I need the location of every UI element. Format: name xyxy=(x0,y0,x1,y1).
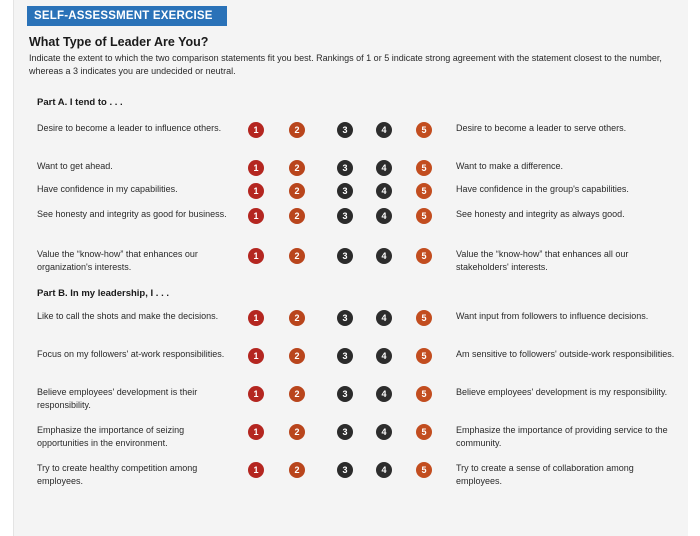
statement-right: Am sensitive to followers' outside-work responsibilities. xyxy=(456,349,675,359)
instructions-text: Indicate the extent to which the two comparison statements fit you best. Rankings of 1 or 5 indicate strong agreement with the statement closest to the number, whereas a 3 indicates you are undecided or neutral. xyxy=(29,53,662,76)
rating-3-button[interactable]: 3 xyxy=(337,183,353,199)
statement-left: Focus on my followers' at-work responsibilities. xyxy=(37,349,225,359)
rating-2-button[interactable]: 2 xyxy=(289,386,305,402)
rating-4-button[interactable]: 4 xyxy=(376,462,392,478)
rating-1-button[interactable]: 1 xyxy=(248,462,264,478)
rating-4-button[interactable]: 4 xyxy=(376,386,392,402)
statement-right: Emphasize the importance of providing service to the community. xyxy=(456,425,668,448)
rating-1-button[interactable]: 1 xyxy=(248,386,264,402)
rating-3-button[interactable]: 3 xyxy=(337,208,353,224)
rating-2-button[interactable]: 2 xyxy=(289,208,305,224)
rating-5-button[interactable]: 5 xyxy=(416,160,432,176)
rating-4-button[interactable]: 4 xyxy=(376,310,392,326)
statement-right: Believe employees' development is my responsibility. xyxy=(456,387,668,397)
statement-left: Believe employees' development is their responsibility. xyxy=(37,387,198,410)
rating-2-button[interactable]: 2 xyxy=(289,310,305,326)
rating-3-button[interactable]: 3 xyxy=(337,248,353,264)
rating-4-button[interactable]: 4 xyxy=(376,348,392,364)
rating-4-button[interactable]: 4 xyxy=(376,424,392,440)
statement-left: Like to call the shots and make the decisions. xyxy=(37,311,219,321)
rating-3-button[interactable]: 3 xyxy=(337,160,353,176)
rating-3-button[interactable]: 3 xyxy=(337,348,353,364)
rating-5-button[interactable]: 5 xyxy=(416,208,432,224)
part-b-heading: Part B. In my leadership, I . . . xyxy=(37,288,169,299)
page-title: What Type of Leader Are You? xyxy=(29,35,209,49)
rating-2-button[interactable]: 2 xyxy=(289,122,305,138)
rating-3-button[interactable]: 3 xyxy=(337,310,353,326)
rating-1-button[interactable]: 1 xyxy=(248,348,264,364)
rating-5-button[interactable]: 5 xyxy=(416,348,432,364)
rating-5-button[interactable]: 5 xyxy=(416,310,432,326)
part-a-heading: Part A. I tend to . . . xyxy=(37,97,123,108)
rating-1-button[interactable]: 1 xyxy=(248,122,264,138)
statement-right: See honesty and integrity as always good. xyxy=(456,209,625,219)
statement-left: Try to create healthy competition among employees. xyxy=(37,463,198,486)
rating-1-button[interactable]: 1 xyxy=(248,310,264,326)
rating-4-button[interactable]: 4 xyxy=(376,160,392,176)
statement-left: Have confidence in my capabilities. xyxy=(37,184,178,194)
rating-2-button[interactable]: 2 xyxy=(289,462,305,478)
rating-3-button[interactable]: 3 xyxy=(337,386,353,402)
rating-5-button[interactable]: 5 xyxy=(416,248,432,264)
rating-3-button[interactable]: 3 xyxy=(337,424,353,440)
rating-4-button[interactable]: 4 xyxy=(376,248,392,264)
rating-2-button[interactable]: 2 xyxy=(289,248,305,264)
statement-left: Value the “know-how” that enhances our organization's interests. xyxy=(37,249,198,272)
rating-1-button[interactable]: 1 xyxy=(248,208,264,224)
rating-4-button[interactable]: 4 xyxy=(376,208,392,224)
rating-1-button[interactable]: 1 xyxy=(248,183,264,199)
rating-5-button[interactable]: 5 xyxy=(416,183,432,199)
rating-1-button[interactable]: 1 xyxy=(248,248,264,264)
statement-right: Value the “know-how” that enhances all our stakeholders' interests. xyxy=(456,249,629,272)
statement-right: Try to create a sense of collaboration among employees. xyxy=(456,463,634,486)
rating-5-button[interactable]: 5 xyxy=(416,424,432,440)
statement-right: Have confidence in the group's capabilities. xyxy=(456,184,629,194)
rating-3-button[interactable]: 3 xyxy=(337,122,353,138)
rating-4-button[interactable]: 4 xyxy=(376,122,392,138)
rating-4-button[interactable]: 4 xyxy=(376,183,392,199)
statement-left: Desire to become a leader to influence others. xyxy=(37,123,222,133)
statement-left: Want to get ahead. xyxy=(37,161,113,171)
rating-1-button[interactable]: 1 xyxy=(248,424,264,440)
statement-left: See honesty and integrity as good for business. xyxy=(37,209,227,219)
statement-right: Want to make a difference. xyxy=(456,161,564,171)
statement-right: Desire to become a leader to serve others. xyxy=(456,123,627,133)
rating-2-button[interactable]: 2 xyxy=(289,183,305,199)
rating-3-button[interactable]: 3 xyxy=(337,462,353,478)
rating-2-button[interactable]: 2 xyxy=(289,160,305,176)
rating-2-button[interactable]: 2 xyxy=(289,424,305,440)
rating-5-button[interactable]: 5 xyxy=(416,122,432,138)
exercise-banner: SELF-ASSESSMENT EXERCISE xyxy=(27,6,227,26)
statement-right: Want input from followers to influence decisions. xyxy=(456,311,649,321)
rating-5-button[interactable]: 5 xyxy=(416,462,432,478)
rating-2-button[interactable]: 2 xyxy=(289,348,305,364)
rating-5-button[interactable]: 5 xyxy=(416,386,432,402)
statement-left: Emphasize the importance of seizing opportunities in the environment. xyxy=(37,425,185,448)
rating-1-button[interactable]: 1 xyxy=(248,160,264,176)
